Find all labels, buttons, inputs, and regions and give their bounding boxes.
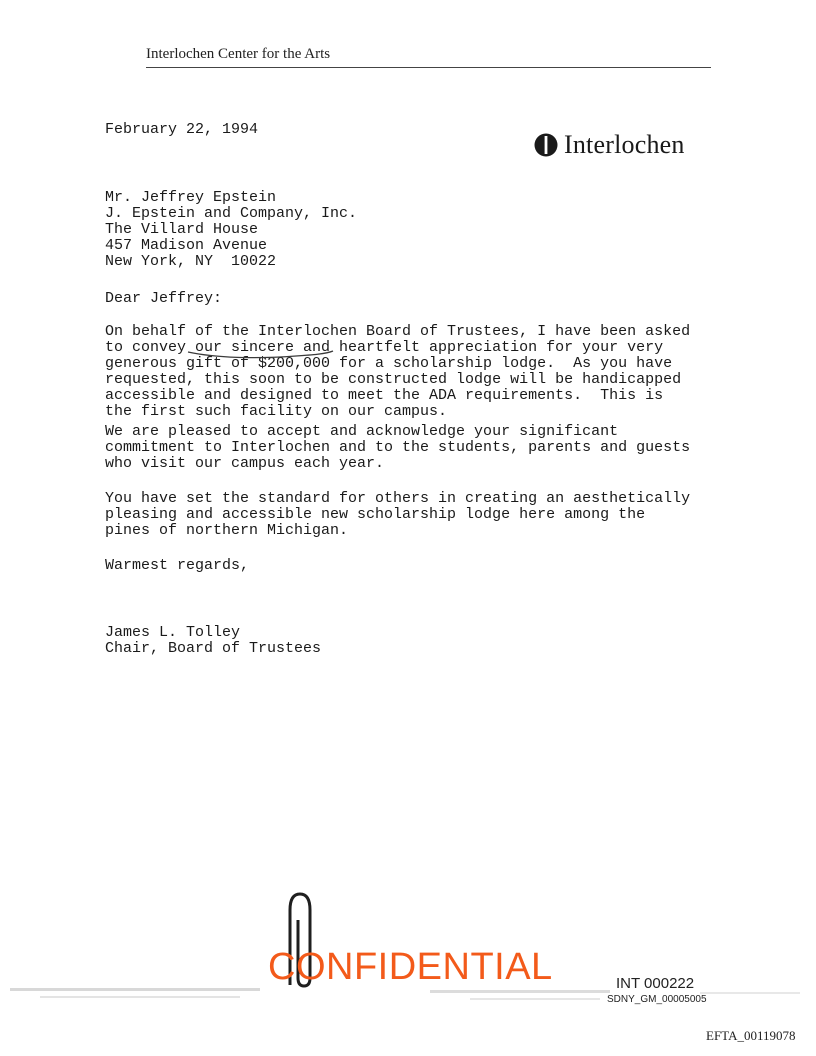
closing: Warmest regards, xyxy=(105,557,250,574)
address-line: The Villard House xyxy=(105,221,259,238)
confidential-stamp: CONFIDENTIAL xyxy=(268,946,553,988)
address-line: 457 Madison Avenue xyxy=(105,237,268,254)
body-paragraph: We are pleased to accept and acknowledge your significant commitment to Interlochen and to the students, parents and guests who visit our campus each year. xyxy=(105,423,691,472)
address-line: J. Epstein and Company, Inc. xyxy=(105,205,358,222)
interlochen-logo-icon xyxy=(534,133,558,157)
body-paragraph: You have set the standard for others in creating an aesthetically pleasing and accessible new scholarship lodge here among the pines of northern Michigan. xyxy=(105,490,691,539)
bates-number-int: INT 000222 xyxy=(616,975,695,992)
salutation: Dear Jeffrey: xyxy=(105,290,223,307)
letter-date: February 22, 1994 xyxy=(105,121,259,138)
letterhead-organization: Interlochen Center for the Arts xyxy=(146,46,331,62)
interlochen-logo xyxy=(534,130,685,160)
signer-name: James L. Tolley xyxy=(105,624,241,641)
address-line: New York, NY 10022 xyxy=(105,253,277,270)
signer-title: Chair, Board of Trustees xyxy=(105,640,322,657)
bates-number-sdny: SDNY_GM_00005005 xyxy=(607,994,707,1005)
logo-wordmark: Interlochen xyxy=(564,130,685,159)
handwritten-underline xyxy=(186,349,336,363)
recipient-address xyxy=(105,190,357,270)
body-paragraph: On behalf of the Interlochen Board of Trustees, I have been asked to convey our sincere and heartfelt appreciation for your very generous gift of $200,000 for a scholarship lodge. As you have requested, this soon to be constructed lodge will be handicapped accessible and designed to meet the ADA requirements. This is the first such facility on our campus. xyxy=(105,323,691,420)
address-line: Mr. Jeffrey Epstein xyxy=(105,189,277,206)
signature-block xyxy=(105,625,321,657)
letterhead-divider xyxy=(146,67,711,68)
efta-identifier: EFTA_00119078 xyxy=(706,1028,796,1043)
